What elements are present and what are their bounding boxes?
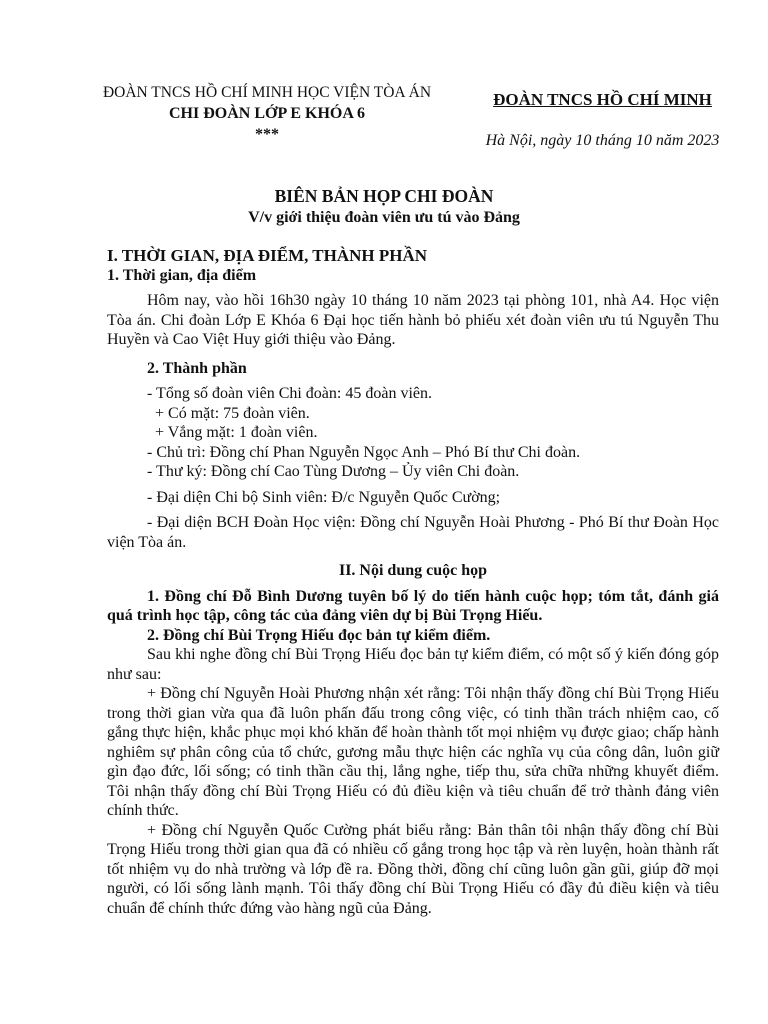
section1-sub1-text: Hôm nay, vào hồi 16h30 ngày 10 tháng 10 năm 2023 tại phòng 101, nhà A4. Học viện Tòa án. Chi đoàn Lớp E Khóa 6 Đại học tiến hành bỏ phiếu xét đoàn viên ưu tú Nguyễn Thu Huyền và Cao Việt Huy giới thiệu vào Đảng. bbox=[107, 292, 719, 348]
chairperson: - Chủ trì: Đồng chí Phan Nguyễn Ngọc Anh – Phó Bí thư Chi đoàn. bbox=[147, 443, 581, 461]
comment-1: + Đồng chí Nguyễn Hoài Phương nhận xét rằng: Tôi nhận thấy đồng chí Bùi Trọng Hiếu trong thời gian vừa qua đã luôn phấn đấu trong công việc, có tinh thần trách nhiệm cao, cố gắng thực hiện, khắc phục mọi khó khăn để hoàn thành tốt mọi nhiệm vụ được giao; chấp hành nghiêm sự phân công của tổ chức, gương mẫu thực hiện các nghĩa vụ của công dân, luôn giữ gìn đạo đức, lối sống; có tinh thần cầu thị, lắng nghe, tiếp thu, sửa chữa những khuyết điểm. Tôi nhận thấy đồng chí Bùi Trọng Hiếu có đủ điều kiện và tiêu chuẩn để trở thành đảng viên chính thức. bbox=[107, 685, 719, 819]
unit-name: CHI ĐOÀN LỚP E KHÓA 6 bbox=[168, 105, 366, 122]
section1-sub1-heading: 1. Thời gian, địa điểm bbox=[107, 266, 257, 284]
document-subtitle: V/v giới thiệu đoàn viên ưu tú vào Đảng bbox=[248, 209, 520, 226]
section1-heading: I. THỜI GIAN, ĐỊA ĐIỂM, THÀNH PHẦN bbox=[107, 246, 428, 265]
header-right bbox=[455, 88, 750, 150]
member-absent: + Vắng mặt: 1 đoàn viên. bbox=[155, 424, 318, 441]
comments-intro: Sau khi nghe đồng chí Bùi Trọng Hiếu đọc bản tự kiểm điểm, có một số ý kiến đóng góp như sau: bbox=[107, 646, 719, 683]
header-stars: *** bbox=[255, 126, 279, 143]
comment-2: + Đồng chí Nguyễn Quốc Cường phát biểu rằng: Bản thân tôi nhận thấy đồng chí Bùi Trọng Hiếu trong thời gian qua đã có nhiều cố gắng trong học tập và rèn luyện, hoàn thành rất tốt nhiệm vụ do nhà trường và lớp đề ra. Đồng thời, đồng chí cũng luôn gần gũi, giúp đỡ mọi người, có lối sống lành mạnh. Tôi thấy đồng chí Bùi Trọng Hiếu có đầy đủ điều kiện và tiêu chuẩn để chính thức đứng vào hàng ngũ của Đảng. bbox=[107, 821, 719, 917]
section1-sub2-heading: 2. Thành phần bbox=[147, 359, 247, 377]
member-present: + Có mặt: 75 đoàn viên. bbox=[155, 404, 310, 422]
agenda-item-1: 1. Đồng chí Đỗ Bình Dương tuyên bố lý do tiến hành cuộc họp; tóm tắt, đánh giá quá trình học tập, công tác của đảng viên dự bị Bùi Trọng Hiếu. bbox=[107, 587, 719, 624]
agenda-item-2: 2. Đồng chí Bùi Trọng Hiếu đọc bản tự kiểm điểm. bbox=[147, 626, 491, 644]
secretary: - Thư ký: Đồng chí Cao Tùng Dương – Ủy viên Chi đoàn. bbox=[147, 463, 520, 480]
org-name-left: ĐOÀN TNCS HỒ CHÍ MINH HỌC VIỆN TÒA ÁN bbox=[102, 84, 432, 101]
document-body bbox=[107, 246, 719, 918]
document-title: BIÊN BẢN HỌP CHI ĐOÀN bbox=[274, 186, 494, 206]
section2-heading: II. Nội dung cuộc họp bbox=[338, 562, 488, 579]
union-representative: - Đại diện BCH Đoàn Học viện: Đồng chí Nguyễn Hoài Phương - Phó Bí thư Đoàn Học viện Tòa án. bbox=[107, 514, 719, 551]
org-name-right: ĐOÀN TNCS HỒ CHÍ MINH bbox=[493, 90, 712, 109]
member-total: - Tổng số đoàn viên Chi đoàn: 45 đoàn viên. bbox=[147, 385, 432, 402]
party-representative: - Đại diện Chi bộ Sinh viên: Đ/c Nguyễn Quốc Cường; bbox=[147, 488, 501, 506]
header-left bbox=[62, 82, 472, 145]
document-date: Hà Nội, ngày 10 tháng 10 năm 2023 bbox=[485, 132, 720, 149]
